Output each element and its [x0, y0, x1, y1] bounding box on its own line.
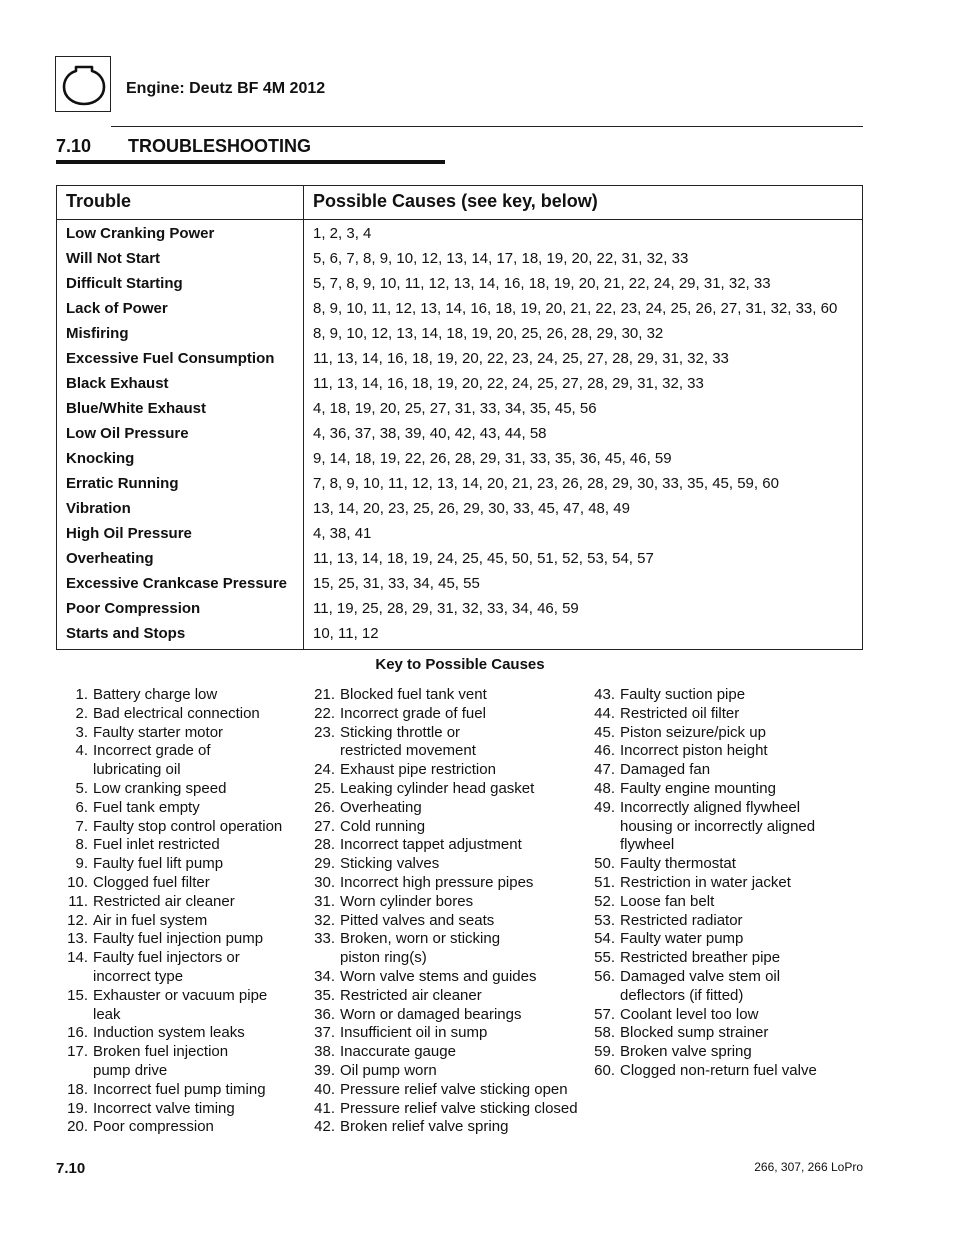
key-item-continuation [58, 1062, 308, 1081]
key-item [305, 968, 585, 987]
key-number: 46. [594, 742, 615, 760]
section-underline [56, 160, 445, 164]
header-title: Engine: Deutz BF 4M 2012 [126, 80, 326, 97]
causes-cell: 15, 25, 31, 33, 34, 45, 55 [313, 575, 480, 592]
key-item [585, 761, 865, 780]
key-text: Faulty starter motor [93, 723, 224, 741]
key-item [58, 742, 308, 761]
trouble-cell: Low Cranking Power [66, 225, 215, 242]
key-number: 36. [314, 1005, 335, 1023]
key-number: 33. [314, 930, 335, 948]
key-number: 37. [314, 1024, 335, 1042]
key-item-continuation [585, 836, 865, 855]
key-item [305, 1118, 585, 1137]
causes-cell: 9, 14, 18, 19, 22, 26, 28, 29, 31, 33, 35, 36, 45, 46, 59 [313, 450, 672, 467]
key-number: 23. [314, 723, 335, 741]
causes-cell: 11, 13, 14, 18, 19, 24, 25, 45, 50, 51, 52, 53, 54, 57 [313, 550, 654, 567]
troubleshooting-table [56, 185, 863, 650]
key-text: Fuel tank empty [93, 798, 200, 816]
key-number: 53. [594, 911, 615, 929]
key-text: Faulty engine mounting [620, 779, 776, 797]
key-text: Restriction in water jacket [620, 873, 791, 891]
key-item [585, 780, 865, 799]
key-item [58, 893, 308, 912]
key-item [585, 930, 865, 949]
key-item [58, 836, 308, 855]
table-row [57, 622, 862, 647]
key-number [58, 1062, 88, 1081]
footer-models: 266, 307, 266 LoPro [754, 1160, 863, 1174]
key-text: Worn or damaged bearings [340, 1005, 522, 1023]
key-text: Sticking throttle or [340, 723, 461, 741]
section-number: 7.10 [56, 136, 92, 156]
key-number: 57. [594, 1005, 615, 1023]
key-item-continuation [585, 818, 865, 837]
key-text: housing or incorrectly aligned [620, 817, 816, 835]
causes-cell: 11, 13, 14, 16, 18, 19, 20, 22, 23, 24, 25, 27, 28, 29, 31, 32, 33 [313, 350, 729, 367]
key-number: 5. [75, 779, 88, 797]
key-number: 16. [67, 1024, 88, 1042]
key-text: Broken relief valve spring [340, 1118, 509, 1136]
key-text: Incorrect grade of [93, 742, 211, 760]
key-number: 17. [67, 1043, 88, 1061]
key-number: 38. [314, 1043, 335, 1061]
key-item [305, 799, 585, 818]
trouble-cell: Misfiring [66, 325, 129, 342]
key-item-continuation [305, 742, 585, 761]
key-item [305, 705, 585, 724]
key-item-continuation [305, 949, 585, 968]
key-number: 50. [594, 855, 615, 873]
causes-cell: 4, 18, 19, 20, 25, 27, 31, 33, 34, 35, 45, 56 [313, 400, 597, 417]
key-item [58, 1118, 308, 1137]
key-text: piston ring(s) [340, 949, 427, 967]
causes-cell: 5, 6, 7, 8, 9, 10, 12, 13, 14, 17, 18, 19, 20, 22, 31, 32, 33 [313, 250, 689, 267]
key-number: 30. [314, 873, 335, 891]
causes-cell: 13, 14, 20, 23, 25, 26, 29, 30, 33, 45, 47, 48, 49 [313, 500, 630, 517]
key-column-3 [585, 686, 865, 1081]
key-number [305, 742, 335, 761]
key-number: 59. [594, 1043, 615, 1061]
key-number [305, 949, 335, 968]
key-number: 6. [75, 798, 88, 816]
key-number: 51. [594, 873, 615, 891]
key-number: 2. [75, 704, 88, 722]
key-number [585, 836, 615, 855]
table-row [57, 222, 862, 247]
key-text: incorrect type [93, 967, 184, 985]
footer-page-number: 7.10 [56, 1160, 86, 1177]
key-number: 18. [67, 1080, 88, 1098]
table-row [57, 447, 862, 472]
key-item [585, 1043, 865, 1062]
key-text: Restricted air cleaner [340, 986, 482, 1004]
table-row [57, 472, 862, 497]
key-text: Fuel inlet restricted [93, 836, 220, 854]
key-text: deflectors (if fitted) [620, 986, 744, 1004]
key-item-continuation [58, 1006, 308, 1025]
trouble-cell: Poor Compression [66, 600, 201, 617]
key-item [305, 818, 585, 837]
key-number: 52. [594, 892, 615, 910]
key-number: 8. [75, 836, 88, 854]
key-item [58, 686, 308, 705]
trouble-cell: Low Oil Pressure [66, 425, 189, 442]
key-item [58, 799, 308, 818]
key-number: 19. [67, 1099, 88, 1117]
section-title: TROUBLESHOOTING [128, 136, 311, 156]
key-number: 55. [594, 949, 615, 967]
key-number: 58. [594, 1024, 615, 1042]
key-item [305, 724, 585, 743]
trouble-cell: Knocking [66, 450, 135, 467]
key-text: pump drive [93, 1061, 168, 1079]
causes-cell: 7, 8, 9, 10, 11, 12, 13, 14, 20, 21, 23, 26, 28, 29, 30, 33, 35, 45, 59, 60 [313, 475, 779, 492]
key-item [305, 930, 585, 949]
trouble-cell: Will Not Start [66, 250, 161, 267]
key-item [305, 1006, 585, 1025]
key-text: Incorrect piston height [620, 742, 768, 760]
causes-cell: 11, 13, 14, 16, 18, 19, 20, 22, 24, 25, 27, 28, 29, 31, 32, 33 [313, 375, 704, 392]
key-number: 15. [67, 986, 88, 1004]
key-title: Key to Possible Causes [375, 656, 545, 673]
key-item [305, 874, 585, 893]
key-item [585, 724, 865, 743]
key-item [585, 1006, 865, 1025]
table-row [57, 322, 862, 347]
key-item [585, 1024, 865, 1043]
key-item [305, 836, 585, 855]
key-number: 7. [75, 817, 88, 835]
table-row [57, 522, 862, 547]
trouble-cell: Excessive Crankcase Pressure [66, 575, 288, 592]
table-row [57, 547, 862, 572]
trouble-cell: Blue/White Exhaust [66, 400, 207, 417]
key-text: Exhauster or vacuum pipe [93, 986, 268, 1004]
key-number: 27. [314, 817, 335, 835]
key-text: Oil pump worn [340, 1061, 437, 1079]
causes-cell: 11, 19, 25, 28, 29, 31, 32, 33, 34, 46, 59 [313, 600, 579, 617]
key-number: 54. [594, 930, 615, 948]
table-row [57, 347, 862, 372]
key-text: Overheating [340, 798, 422, 816]
header-row-rule [57, 219, 862, 220]
trouble-cell: Overheating [66, 550, 154, 567]
key-number: 47. [594, 761, 615, 779]
key-text: Broken, worn or sticking [340, 930, 501, 948]
key-column-2 [305, 686, 585, 1137]
table-row [57, 422, 862, 447]
causes-cell: 4, 36, 37, 38, 39, 40, 42, 43, 44, 58 [313, 425, 547, 442]
key-number: 4. [75, 742, 88, 760]
key-text: Incorrect grade of fuel [340, 704, 486, 722]
key-item [305, 686, 585, 705]
key-number: 21. [314, 686, 335, 703]
key-number: 14. [67, 949, 88, 967]
column-header-causes: Possible Causes (see key, below) [313, 191, 598, 211]
key-number: 39. [314, 1061, 335, 1079]
key-item [58, 1024, 308, 1043]
causes-cell: 10, 11, 12 [313, 625, 379, 642]
key-item [585, 686, 865, 705]
trouble-cell: Starts and Stops [66, 625, 186, 642]
key-text: Inaccurate gauge [340, 1043, 456, 1061]
key-item [58, 912, 308, 931]
key-text: Restricted oil filter [620, 704, 740, 722]
key-text: Faulty thermostat [620, 855, 736, 873]
key-text: Clogged fuel filter [93, 873, 210, 891]
key-item [585, 893, 865, 912]
key-item [58, 1081, 308, 1100]
causes-cell: 4, 38, 41 [313, 525, 372, 542]
key-item [585, 742, 865, 761]
key-item [305, 1043, 585, 1062]
key-text: Restricted air cleaner [93, 892, 235, 910]
key-column-1 [58, 686, 308, 1137]
key-number: 42. [314, 1118, 335, 1136]
key-text: Induction system leaks [93, 1024, 245, 1042]
key-item [58, 705, 308, 724]
key-text: Incorrectly aligned flywheel [620, 798, 801, 816]
key-text: Air in fuel system [93, 911, 208, 929]
key-item [585, 705, 865, 724]
key-item [58, 818, 308, 837]
key-item-continuation [58, 761, 308, 780]
key-item [58, 949, 308, 968]
key-number: 29. [314, 855, 335, 873]
key-number: 41. [314, 1099, 335, 1117]
key-item [58, 780, 308, 799]
header-rule [111, 126, 863, 127]
key-number: 22. [314, 704, 335, 722]
key-text: Pressure relief valve sticking closed [340, 1099, 578, 1117]
key-text: Clogged non-return fuel valve [620, 1061, 817, 1079]
key-text: Sticking valves [340, 855, 440, 873]
key-item [585, 949, 865, 968]
key-number: 11. [68, 892, 88, 910]
key-item [585, 912, 865, 931]
key-text: Faulty fuel injectors or [93, 949, 240, 967]
section-heading [56, 136, 311, 157]
key-item [305, 780, 585, 799]
key-text: Insufficient oil in sump [340, 1024, 488, 1042]
key-item [305, 987, 585, 1006]
key-text: Faulty fuel lift pump [93, 855, 224, 873]
key-number [58, 968, 88, 987]
key-text: leak [93, 1005, 121, 1023]
key-number: 26. [314, 798, 335, 816]
key-item [58, 724, 308, 743]
key-text: Coolant level too low [620, 1005, 759, 1023]
key-item [305, 1062, 585, 1081]
key-item [305, 1081, 585, 1100]
key-number: 10. [67, 873, 88, 891]
trouble-cell: Excessive Fuel Consumption [66, 350, 275, 367]
key-text: Pitted valves and seats [340, 911, 495, 929]
engine-logo-box [55, 56, 111, 112]
key-number: 35. [314, 986, 335, 1004]
key-number: 24. [314, 761, 335, 779]
key-number [58, 1006, 88, 1025]
trouble-cell: Difficult Starting [66, 275, 183, 292]
key-text: Blocked fuel tank vent [340, 686, 487, 703]
key-item [585, 968, 865, 987]
key-item [305, 912, 585, 931]
key-text: Loose fan belt [620, 892, 715, 910]
trouble-cell: Erratic Running [66, 475, 179, 492]
key-text: Faulty suction pipe [620, 686, 746, 703]
key-text: Faulty fuel injection pump [93, 930, 264, 948]
table-row [57, 597, 862, 622]
key-text: Worn cylinder bores [340, 892, 474, 910]
table-body [57, 222, 862, 647]
key-number: 32. [314, 911, 335, 929]
key-text: Damaged valve stem oil [620, 967, 781, 985]
key-number: 12. [67, 911, 88, 929]
key-text: Restricted breather pipe [620, 949, 781, 967]
key-text: Incorrect valve timing [93, 1099, 235, 1117]
key-text: Worn valve stems and guides [340, 967, 537, 985]
key-item [585, 799, 865, 818]
table-row [57, 372, 862, 397]
key-text: Damaged fan [620, 761, 711, 779]
key-number [585, 987, 615, 1006]
table-row [57, 297, 862, 322]
table-row [57, 572, 862, 597]
column-header-trouble: Trouble [66, 191, 132, 211]
key-item [305, 893, 585, 912]
trouble-cell: Black Exhaust [66, 375, 169, 392]
key-text: Broken valve spring [620, 1043, 752, 1061]
causes-cell: 8, 9, 10, 11, 12, 13, 14, 16, 18, 19, 20, 21, 22, 23, 24, 25, 26, 27, 31, 32, 33, 60 [313, 300, 838, 317]
key-item [585, 874, 865, 893]
causes-cell: 8, 9, 10, 12, 13, 14, 18, 19, 20, 25, 26, 28, 29, 30, 32 [313, 325, 664, 342]
key-text: lubricating oil [93, 761, 181, 779]
key-number: 20. [67, 1118, 88, 1136]
key-item [58, 855, 308, 874]
causes-cell: 5, 7, 8, 9, 10, 11, 12, 13, 14, 16, 18, 19, 20, 21, 22, 24, 29, 31, 32, 33 [313, 275, 771, 292]
key-text: Blocked sump strainer [620, 1024, 769, 1042]
key-item-continuation [585, 987, 865, 1006]
key-number: 9. [75, 855, 88, 873]
key-text: Faulty water pump [620, 930, 744, 948]
key-number: 40. [314, 1080, 335, 1098]
key-number: 48. [594, 779, 615, 797]
key-text: Poor compression [93, 1118, 214, 1136]
key-number: 49. [594, 798, 615, 816]
key-text: Piston seizure/pick up [620, 723, 766, 741]
key-text: Incorrect tappet adjustment [340, 836, 522, 854]
key-text: Broken fuel injection [93, 1043, 229, 1061]
key-text: Leaking cylinder head gasket [340, 779, 535, 797]
key-number: 28. [314, 836, 335, 854]
key-number: 43. [594, 686, 615, 703]
key-text: Incorrect fuel pump timing [93, 1080, 266, 1098]
trouble-cell: Lack of Power [66, 300, 168, 317]
key-item [305, 1024, 585, 1043]
key-number: 34. [314, 967, 335, 985]
key-item-continuation [58, 968, 308, 987]
key-number: 3. [75, 723, 88, 741]
key-text: Restricted radiator [620, 911, 743, 929]
key-item [58, 874, 308, 893]
key-text: Faulty stop control operation [93, 817, 283, 835]
key-text: flywheel [620, 836, 675, 854]
table-row [57, 397, 862, 422]
table-row [57, 497, 862, 522]
key-number: 31. [314, 892, 335, 910]
key-item [305, 761, 585, 780]
key-text: Pressure relief valve sticking open [340, 1080, 568, 1098]
key-number: 56. [594, 967, 615, 985]
key-number: 44. [594, 704, 615, 722]
key-item [58, 930, 308, 949]
key-number: 45. [594, 723, 615, 741]
key-text: restricted movement [340, 742, 476, 760]
key-item [585, 1062, 865, 1081]
key-number [585, 818, 615, 837]
causes-cell: 1, 2, 3, 4 [313, 225, 372, 242]
trouble-cell: Vibration [66, 500, 131, 517]
key-text: Low cranking speed [93, 779, 227, 797]
key-number [58, 761, 88, 780]
key-number: 1. [75, 686, 88, 703]
engine-icon [59, 59, 109, 109]
key-text: Battery charge low [93, 686, 218, 703]
key-item [585, 855, 865, 874]
key-text: Cold running [340, 817, 426, 835]
key-text: Bad electrical connection [93, 704, 260, 722]
key-number: 25. [314, 779, 335, 797]
key-item [58, 987, 308, 1006]
key-text: Exhaust pipe restriction [340, 761, 496, 779]
key-number: 13. [67, 930, 88, 948]
key-number: 60. [594, 1061, 615, 1079]
key-text: Incorrect high pressure pipes [340, 873, 534, 891]
key-item [58, 1100, 308, 1119]
key-item [58, 1043, 308, 1062]
trouble-cell: High Oil Pressure [66, 525, 192, 542]
table-row [57, 272, 862, 297]
key-item [305, 1100, 585, 1119]
key-item [305, 855, 585, 874]
table-row [57, 247, 862, 272]
